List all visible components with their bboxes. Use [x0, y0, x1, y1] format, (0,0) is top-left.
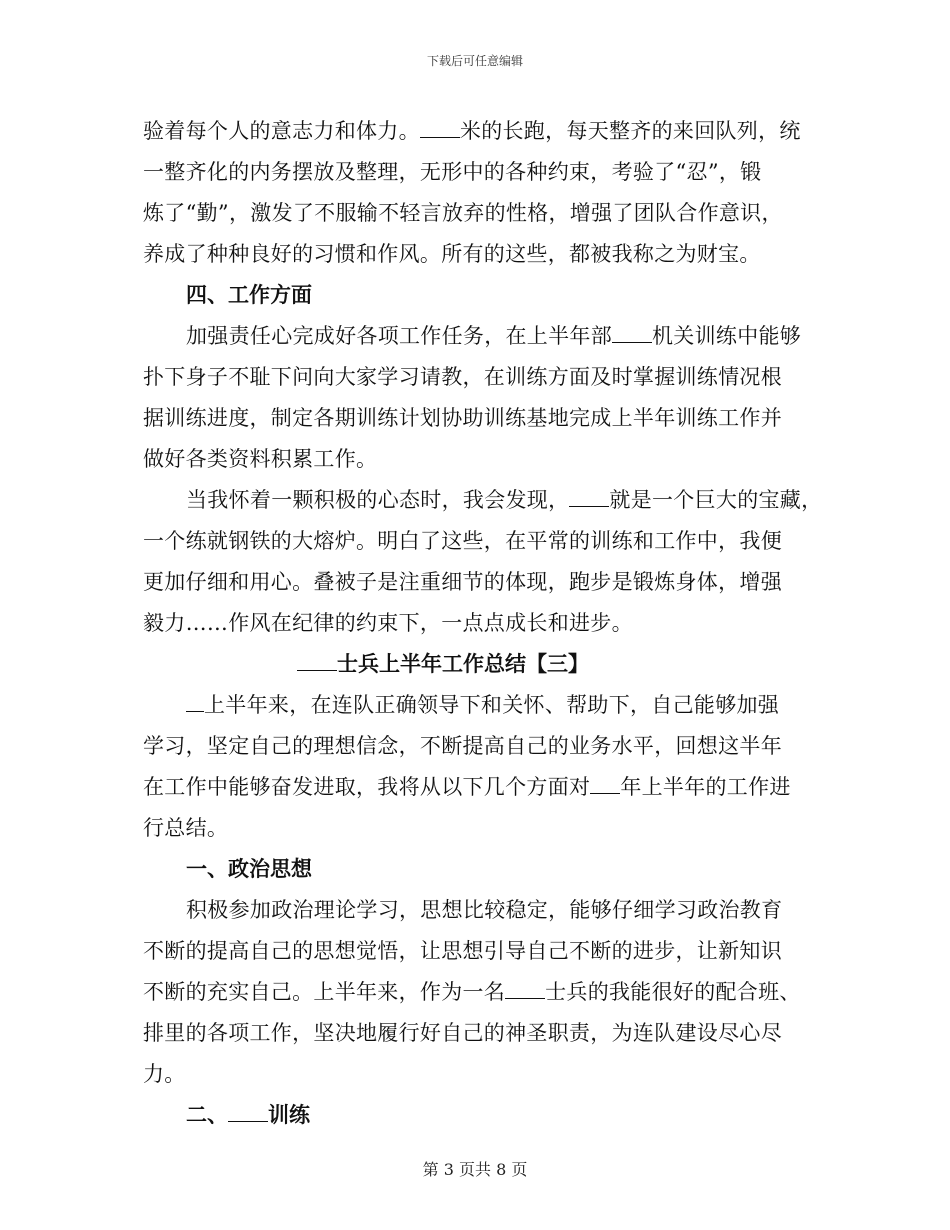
paragraph-line: 一个练就钢铁的大熔炉。明白了这些，在平常的训练和工作中，我便: [143, 529, 782, 553]
paragraph-line: 排里的各项工作，坚决地履行好自己的神圣职责，为连队建设尽心尽: [143, 1021, 782, 1045]
paragraph-line: 养成了种种良好的习惯和作风。所有的这些，都被我称之为财宝。: [143, 242, 761, 266]
paragraph-line: 扑下身子不耻下问向大家学习请教，在训练方面及时掌握训练情况根: [143, 365, 782, 389]
page-header: 下载后可任意编辑: [426, 54, 523, 68]
paragraph-line: 加强责任心完成好各项工作任务，在上半年部 机关训练中能够: [186, 320, 801, 350]
paragraph-line: 力。: [143, 1062, 186, 1086]
paragraph-line: 不断的充实自己。上半年来，作为一名 士兵的我能很好的配合班、: [143, 976, 801, 1006]
paragraph-line: 炼了“勤”，激发了不服输不轻言放弃的性格，增强了团队合作意识，: [143, 201, 783, 225]
paragraph-line: 做好各类资料积累工作。: [143, 447, 378, 471]
paragraph-line: 当我怀着一颗积极的心态时，我会发现， 就是一个巨大的宝藏，: [186, 484, 822, 514]
blank-field: [420, 116, 460, 138]
paragraph-line: 据训练进度，制定各期训练计划协助训练基地完成上半年训练工作并: [143, 406, 782, 430]
blank-field: [297, 649, 337, 671]
paragraph-line: 在工作中能够奋发进取，我将从以下几个方面对 年上半年的工作进: [143, 771, 791, 801]
blank-field: [612, 321, 652, 343]
paragraph-line: 学习，坚定自己的理想信念，不断提高自己的业务水平，回想这半年: [143, 734, 782, 758]
section-heading-politics: 一、政治思想: [186, 856, 312, 881]
paragraph-line: 积极参加政治理论学习，思想比较稳定，能够仔细学习政治教育: [186, 898, 783, 922]
paragraph-line: 一整齐化的内务摆放及整理，无形中的各种约束，考验了“忍”，锻: [143, 160, 762, 184]
section-title: 士兵上半年工作总结【三】: [297, 648, 589, 678]
paragraph-line: 验着每个人的意志力和体力。 米的长跑，每天整齐的来回队列，统: [143, 115, 801, 145]
page-footer: 第 3 页共 8 页: [422, 1160, 528, 1179]
paragraph-line: 毅力……作风在纪律的约束下，一点点成长和进步。: [143, 611, 633, 635]
section-heading-training: 二、 训练: [186, 1102, 310, 1127]
paragraph-line: 行总结。: [143, 816, 229, 840]
blank-field: [590, 772, 620, 794]
paragraph-line: 上半年来，在连队正确领导下和关怀、帮助下，自己能够加强: [186, 689, 779, 719]
paragraph-line: 更加仔细和用心。叠被子是注重细节的体现，跑步是锻炼身体，增强: [143, 570, 782, 594]
section-heading-work: 四、工作方面: [186, 282, 312, 307]
blank-field: [228, 1100, 268, 1122]
blank-field: [505, 977, 545, 999]
blank-field: [186, 690, 204, 712]
blank-field: [569, 485, 609, 507]
paragraph-line: 不断的提高自己的思想觉悟，让思想引导自己不断的进步，让新知识: [143, 939, 782, 963]
